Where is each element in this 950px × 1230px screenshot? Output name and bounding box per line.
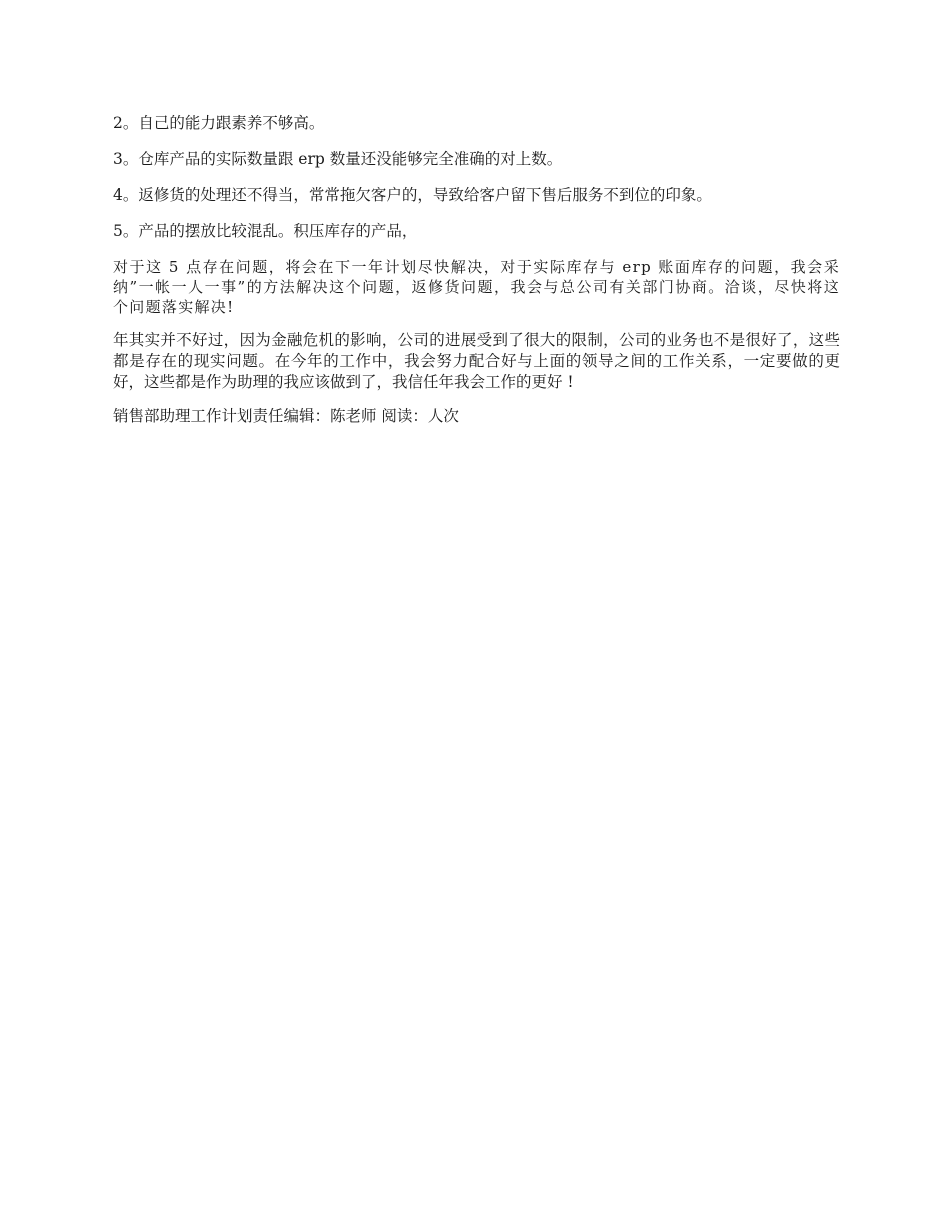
list-item-5: 5。产品的摆放比较混乱。积压库存的产品， xyxy=(113,222,418,240)
footer-credit: 销售部助理工作计划责任编辑：陈老师 阅读：人次 xyxy=(113,407,459,425)
list-item-4: 4。返修货的处理还不得当，常常拖欠客户的，导致给客户留下售后服务不到位的印象。 xyxy=(113,186,712,204)
summary-paragraph: 年其实并不好过，因为金融危机的影响，公司的进展受到了很大的限制，公司的业务也不是很好了，这些都是存在的现实问题。在今年的工作中，我会努力配合好与上面的领导之间的工作关系，一定要做的更好，这些都是作为助理的我应该做到了，我信任年我会工作的更好 ! xyxy=(113,331,840,391)
list-item-3: 3。仓库产品的实际数量跟 erp 数量还没能够完全准确的对上数。 xyxy=(113,150,563,168)
document-page xyxy=(113,113,840,440)
list-item-2: 2。自己的能力跟素养不够高。 xyxy=(113,114,325,132)
solution-paragraph: 对于这 5 点存在问题，将会在下一年计划尽快解决，对于实际库存与 erp 账面库存的问题，我会采纳”一帐一人一事”的方法解决这个问题，返修货问题，我会与总公司有关部门协商。洽谈，尽快将这个问题落实解决! xyxy=(113,258,840,316)
